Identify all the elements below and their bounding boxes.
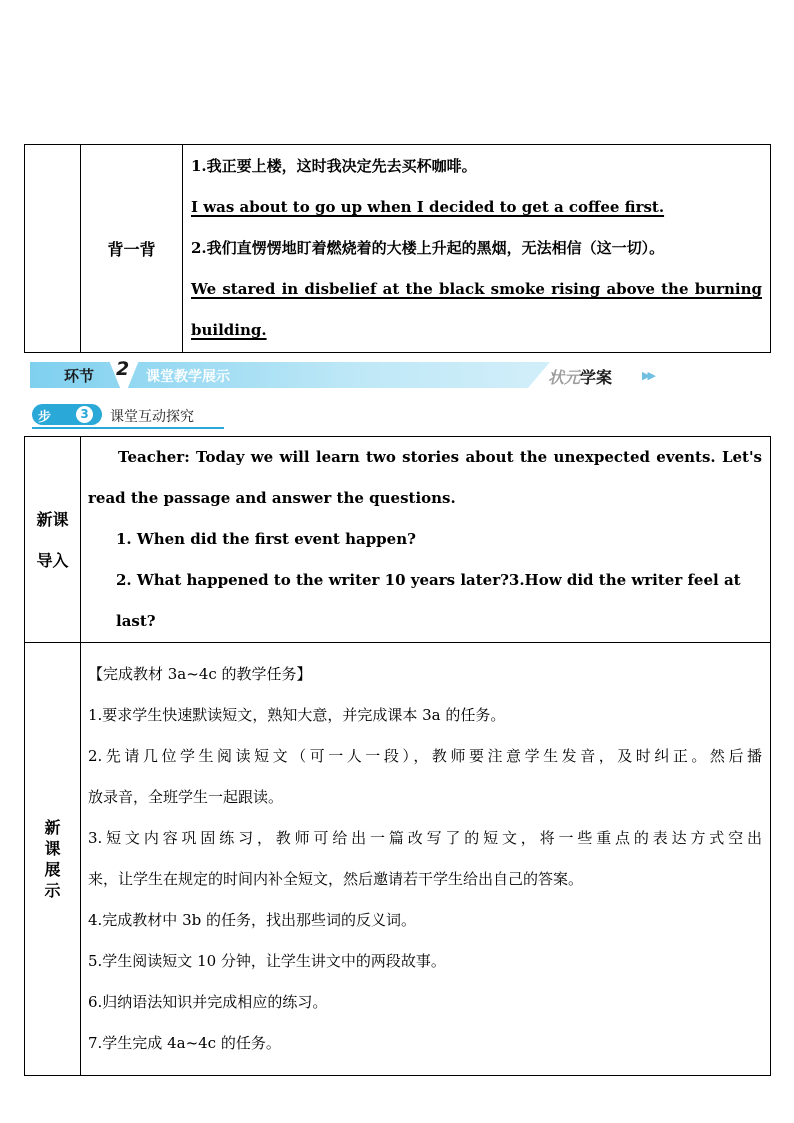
- present-content: [81, 643, 771, 1076]
- stage-number: 2: [116, 358, 130, 380]
- intro-label: [25, 437, 81, 643]
- recite-item: 2.我们直愣愣地盯着燃烧着的大楼上升起的黑烟，无法相信（这一切）。: [191, 239, 665, 257]
- recite-item: We stared in disbelief at the black smoke rising above the burning: [191, 280, 762, 298]
- intro-line: 2. What happened to the writer 10 years later?3.How did the writer feel at last?: [116, 571, 741, 630]
- empty-cell: [25, 145, 81, 353]
- task-item: 放录音，全班学生一起跟读。: [88, 788, 284, 806]
- recite-item: I was about to go up when I decided to get a coffee first.: [191, 198, 665, 216]
- task-item: 3.短文内容巩固练习，教师可给出一篇改写了的短文，将一些重点的表达方式空出: [88, 829, 762, 847]
- intro-line: 1. When did the first event happen?: [116, 530, 416, 548]
- banner-title: 课堂教学展示: [146, 369, 230, 385]
- intro-line: Teacher: Today we will learn two stories about the unexpected events. Let's: [118, 448, 762, 466]
- task-item: 6.归纳语法知识并完成相应的练习。: [88, 993, 328, 1011]
- lesson-table: [24, 436, 771, 1076]
- tab-sub: 学案: [580, 368, 613, 387]
- recite-table: [24, 144, 771, 353]
- intro-label-line: 新课: [36, 509, 69, 529]
- present-heading: 【完成教材 3a~4c 的教学任务】: [88, 665, 312, 683]
- tab-main: 状元: [548, 368, 581, 387]
- banner-tab-text: [548, 365, 612, 388]
- task-item: 7.学生完成 4a~4c 的任务。: [88, 1034, 281, 1052]
- task-item: 5.学生阅读短文 10 分钟，让学生讲文中的两段故事。: [88, 952, 446, 970]
- present-label: [25, 643, 81, 1076]
- task-item: 4.完成教材中 3b 的任务，找出那些词的反义词。: [88, 911, 416, 929]
- step-number: 3: [76, 406, 93, 423]
- stage-banner: [30, 358, 768, 388]
- double-arrow-icon: ▶▶: [642, 369, 653, 382]
- recite-label: 背一背: [81, 145, 183, 353]
- step-label: 步骤: [38, 410, 52, 444]
- intro-content: [81, 437, 771, 643]
- recite-item: building.: [191, 321, 267, 339]
- stage-word: 环节: [64, 367, 95, 385]
- intro-label-line: 导入: [36, 550, 69, 570]
- step-title: 课堂互动探究: [110, 409, 194, 425]
- present-label-text: 新课展示: [44, 818, 61, 900]
- task-item: 来，让学生在规定的时间内补全短文，然后邀请若干学生给出自己的答案。: [88, 870, 584, 888]
- step-underline: [32, 427, 224, 429]
- recite-content: [183, 145, 771, 353]
- task-item: 2.先请几位学生阅读短文（可一人一段），教师要注意学生发音，及时纠正。然后播: [88, 747, 762, 765]
- task-item: 1.要求学生快速默读短文，熟知大意，并完成课本 3a 的任务。: [88, 706, 506, 724]
- recite-item: 1.我正要上楼，这时我决定先去买杯咖啡。: [191, 157, 477, 175]
- intro-line: read the passage and answer the questions.: [88, 489, 456, 507]
